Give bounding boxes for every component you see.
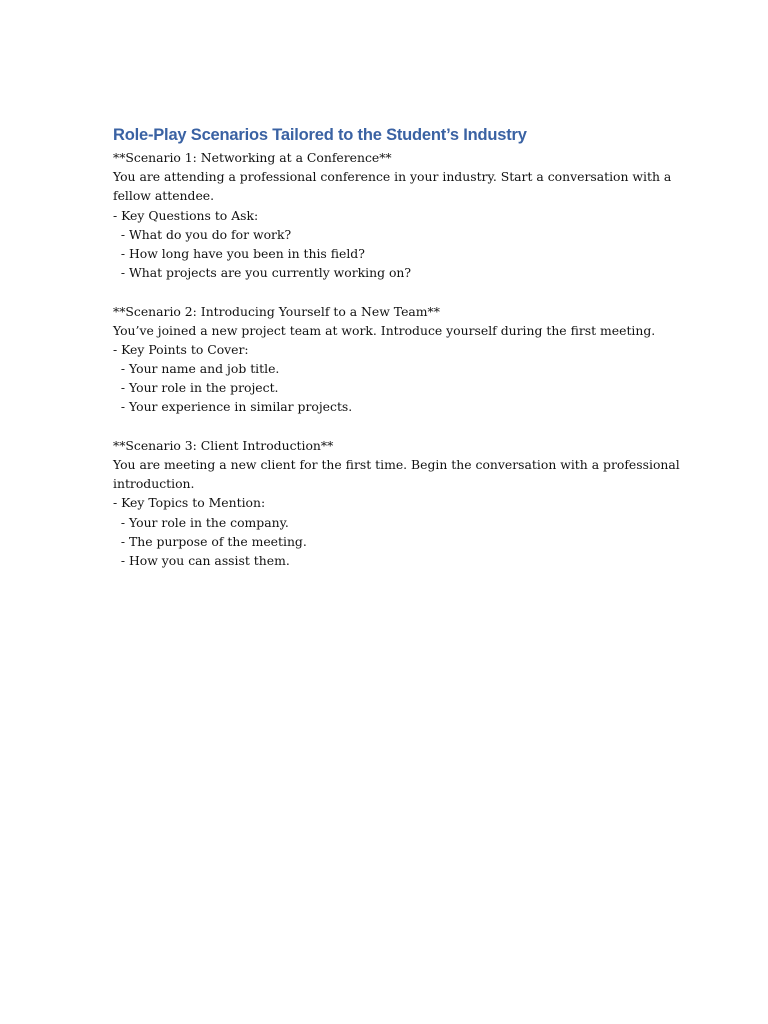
scenario-2 — [113, 302, 673, 417]
list-label: - Key Topics to Mention: — [113, 495, 266, 511]
scenario-description-line: fellow attendee. — [113, 188, 215, 204]
list-item: - Your role in the project. — [113, 380, 279, 396]
scenario-heading: **Scenario 1: Networking at a Conference** — [113, 150, 392, 165]
list-item: - Your name and job title. — [113, 361, 280, 377]
blank-line — [113, 282, 673, 301]
scenario-1 — [113, 148, 673, 282]
list-item: - How you can assist them. — [113, 552, 290, 568]
list-item: - What do you do for work? — [113, 226, 292, 242]
list-item: - Your experience in similar projects. — [113, 399, 353, 415]
document-body — [113, 124, 680, 570]
list-item: - How long have you been in this field? — [113, 245, 365, 261]
scenario-description-line: You’ve joined a new project team at work. Introduce yourself during the first meeting. — [113, 322, 656, 338]
blank-line — [113, 417, 673, 436]
scenario-heading: **Scenario 3: Client Introduction** — [113, 437, 334, 453]
scenario-3 — [113, 436, 680, 570]
list-item: - What projects are you currently working on? — [113, 265, 412, 281]
list-item: - The purpose of the meeting. — [113, 533, 307, 549]
scenario-description-line: You are meeting a new client for the first time. Begin the conversation with a professional — [113, 457, 680, 472]
list-item: - Your role in the company. — [113, 514, 289, 530]
scenario-heading: **Scenario 2: Introducing Yourself to a New Team** — [113, 303, 440, 319]
list-label: - Key Points to Cover: — [113, 341, 249, 357]
document-title: Role-Play Scenarios Tailored to the Student’s Industry — [113, 126, 527, 144]
scenario-description-line: introduction. — [113, 476, 195, 492]
scenario-description-line: You are attending a professional conference in your industry. Start a conversation with a — [113, 169, 672, 185]
list-label: - Key Questions to Ask: — [113, 207, 259, 223]
